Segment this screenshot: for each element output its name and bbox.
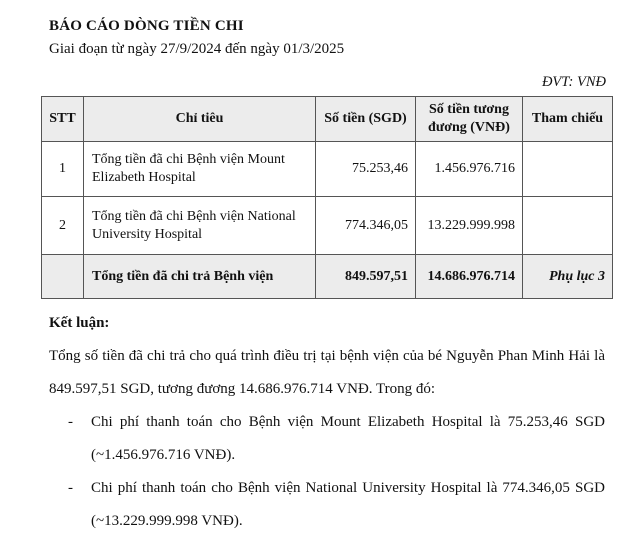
header-stt: STT xyxy=(42,97,84,142)
cash-outflow-table xyxy=(41,96,613,299)
bullet-text xyxy=(91,472,605,538)
total-reference: Phụ lục 3 xyxy=(523,255,613,299)
header-amount-vnd: Số tiền tương đương (VNĐ) xyxy=(416,97,523,142)
table-row xyxy=(42,142,613,197)
row-amount-sgd: 774.346,05 xyxy=(316,197,416,255)
bullet-text xyxy=(91,406,605,472)
paragraph-line: 849.597,51 SGD, tương đương 14.686.976.714 VNĐ. Trong đó: xyxy=(49,381,436,397)
conclusion-paragraph xyxy=(49,340,605,406)
header-item: Chỉ tiêu xyxy=(84,97,316,142)
header-reference: Tham chiếu xyxy=(523,97,613,142)
row-stt: 1 xyxy=(42,142,84,197)
bullet-dash: - xyxy=(68,480,73,496)
bullet-line: (~13.229.999.998 VNĐ). xyxy=(91,513,243,529)
row-amount-vnd: 13.229.999.998 xyxy=(416,197,523,255)
bullet-line: Chi phí thanh toán cho Bệnh viện Mount Elizabeth Hospital là 75.253,46 SGD xyxy=(91,414,605,430)
table-row xyxy=(42,197,613,255)
header-amount-sgd: Số tiền (SGD) xyxy=(316,97,416,142)
total-stt xyxy=(42,255,84,299)
row-item: Tổng tiền đã chi Bệnh viện National University Hospital xyxy=(84,197,316,255)
row-reference xyxy=(523,197,613,255)
conclusion-label: Kết luận: xyxy=(49,315,110,331)
row-reference xyxy=(523,142,613,197)
report-period: Giai đoạn từ ngày 27/9/2024 đến ngày 01/3/2025 xyxy=(49,41,345,57)
row-stt: 2 xyxy=(42,197,84,255)
row-amount-vnd: 1.456.976.716 xyxy=(416,142,523,197)
bullet-line: (~1.456.976.716 VNĐ). xyxy=(91,447,236,463)
total-item: Tổng tiền đã chi trả Bệnh viện xyxy=(84,255,316,299)
bullet-dash: - xyxy=(68,414,73,430)
table-total-row xyxy=(42,255,613,299)
row-item: Tổng tiền đã chi Bệnh viện Mount Elizabeth Hospital xyxy=(84,142,316,197)
paragraph-line: Tổng số tiền đã chi trả cho quá trình điều trị tại bệnh viện của bé Nguyễn Phan Minh Hải là xyxy=(49,348,605,364)
row-amount-sgd: 75.253,46 xyxy=(316,142,416,197)
total-amount-vnd: 14.686.976.714 xyxy=(416,255,523,299)
bullet-line: Chi phí thanh toán cho Bệnh viện National University Hospital là 774.346,05 SGD xyxy=(91,480,605,496)
total-amount-sgd: 849.597,51 xyxy=(316,255,416,299)
report-title: BÁO CÁO DÒNG TIỀN CHI xyxy=(49,18,244,34)
currency-unit: ĐVT: VNĐ xyxy=(541,74,606,90)
table-header-row xyxy=(42,97,613,142)
